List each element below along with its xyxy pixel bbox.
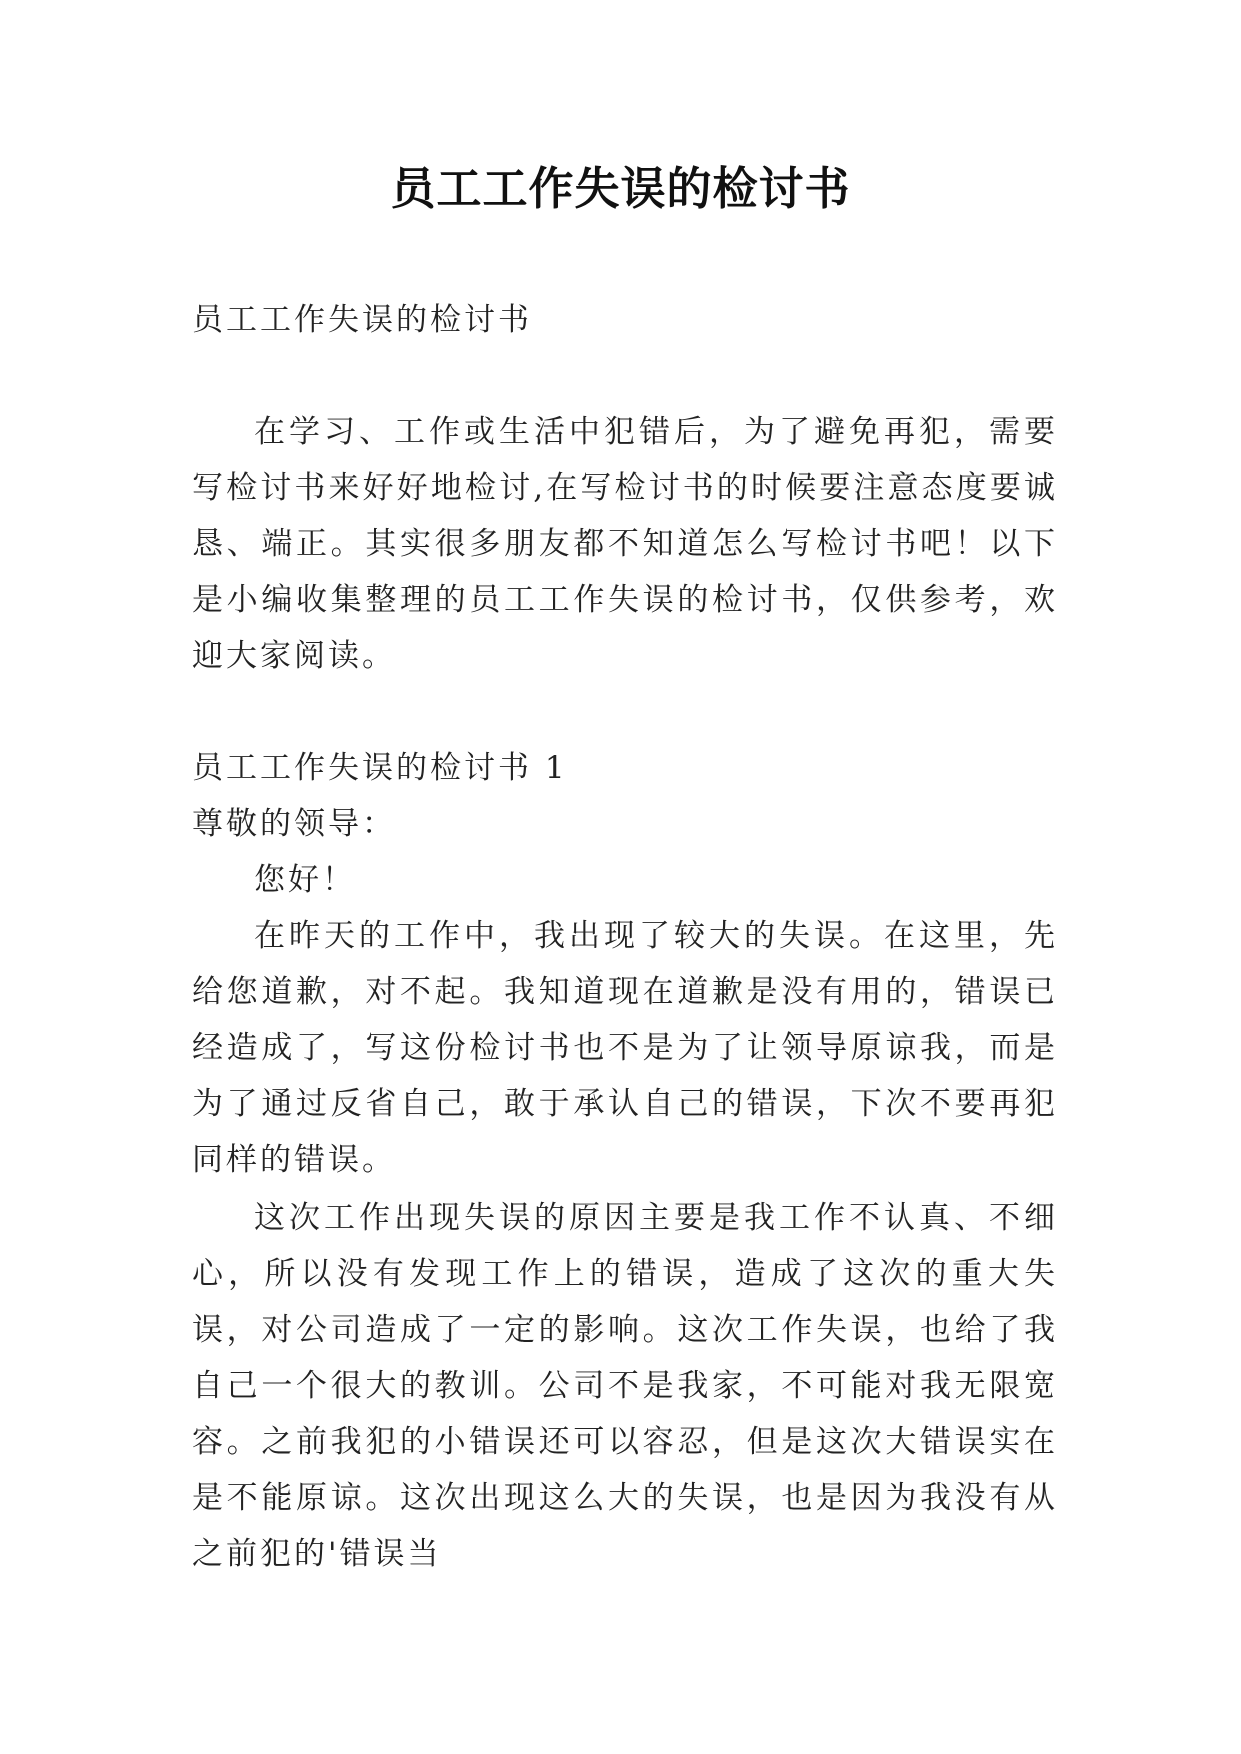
document-subtitle: 员工工作失误的检讨书 <box>192 302 532 338</box>
document-body <box>192 292 1058 1582</box>
body-paragraph: 这次工作出现失误的原因主要是我工作不认真、不细心，所以没有发现工作上的错误，造成了这次的重大失误，对公司造成了一定的影响。这次工作失误，也给了我自己一个很大的教训。公司不是我家，不可能对我无限宽容。之前我犯的小错误还可以容忍，但是这次大错误实在是不能原谅。这次出现这么大的失误，也是因为我没有从之前犯的'错误当 <box>192 1200 1058 1572</box>
greeting: 您好！ <box>254 862 356 898</box>
section-heading: 员工工作失误的检讨书 1 <box>192 750 568 786</box>
intro-paragraph: 在学习、工作或生活中犯错后，为了避免再犯，需要写检讨书来好好地检讨,在写检讨书的时候要注意态度要诚恳、端正。其实很多朋友都不知道怎么写检讨书吧！以下是小编收集整理的员工工作失误的检讨书，仅供参考，欢迎大家阅读。 <box>192 414 1058 674</box>
document-title: 员工工作失误的检讨书 <box>390 162 851 215</box>
salutation: 尊敬的领导： <box>192 806 396 842</box>
body-paragraph: 在昨天的工作中，我出现了较大的失误。在这里，先给您道歉，对不起。我知道现在道歉是没有用的，错误已经造成了，写这份检讨书也不是为了让领导原谅我，而是为了通过反省自己，敢于承认自己的错误，下次不要再犯同样的错误。 <box>192 918 1058 1178</box>
